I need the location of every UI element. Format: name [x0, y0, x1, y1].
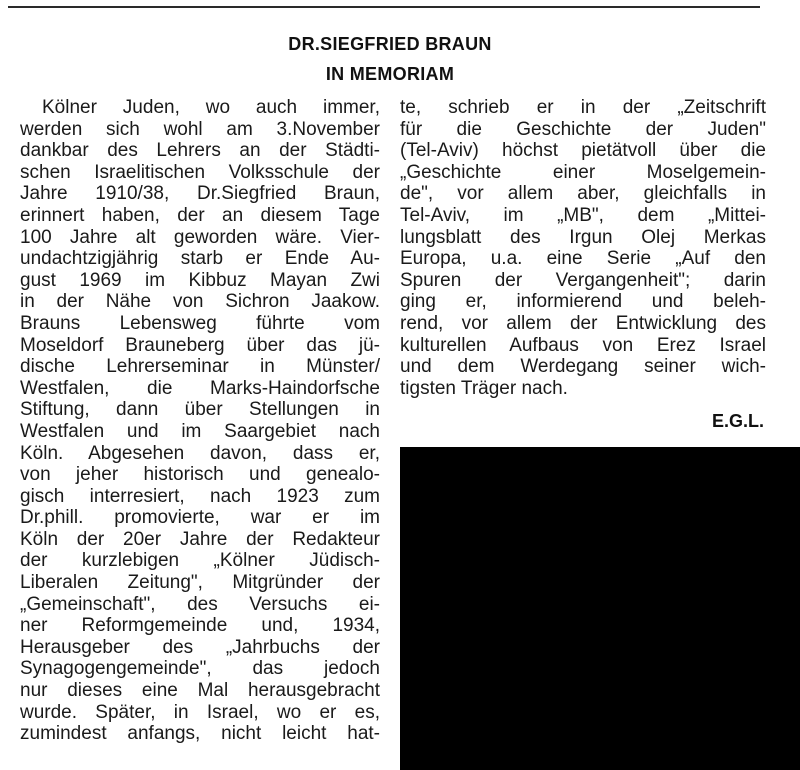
text-line: Spuren der Vergangenheit"; darin	[400, 269, 766, 291]
text-line: Kölner Juden, wo auch immer,	[42, 97, 380, 118]
text-line: dankbar des Lehrers an der Städti-	[20, 140, 380, 162]
text-line: Herausgeber des „Jahrbuchs der	[20, 636, 380, 658]
left-column	[20, 97, 380, 745]
text-line: für die Geschichte der Juden"	[400, 118, 766, 140]
text-line: Stiftung, dann über Stellungen in	[20, 399, 380, 421]
right-column	[400, 97, 766, 399]
text-line: der kurzlebigen „Kölner Jüdisch-	[20, 550, 380, 572]
text-line: Westfalen und im Saargebiet nach	[20, 420, 380, 442]
text-line: zumindest anfangs, nicht leicht hat-	[20, 723, 380, 745]
article-subtitle: IN MEMORIAM	[325, 64, 455, 84]
top-rule	[8, 6, 760, 8]
author-signature: E.G.L.	[711, 411, 764, 431]
text-line: 100 Jahre alt geworden wäre. Vier-	[20, 226, 380, 248]
black-area	[400, 447, 800, 770]
article-title: DR.SIEGFRIED BRAUN	[288, 34, 492, 54]
text-line: undachtzigjährig starb er Ende Au-	[20, 248, 380, 270]
text-line: Europa, u.a. eine Serie „Auf den	[400, 248, 766, 270]
text-line: Synagogengemeinde", das jedoch	[20, 658, 380, 680]
text-line: dische Lehrerseminar in Münster/	[20, 356, 380, 378]
text-line: de", vor allem aber, gleichfalls in	[400, 183, 766, 205]
text-line: tigsten Träger nach.	[400, 377, 568, 399]
text-line: werden sich wohl am 3.November	[20, 118, 380, 140]
text-line: „Geschichte einer Moselgemein-	[400, 161, 766, 183]
text-line: Jahre 1910/38, Dr.Siegfried Braun,	[20, 183, 380, 205]
text-line: te, schrieb er in der „Zeitschrift	[400, 97, 766, 118]
text-line: schen Israelitischen Volksschule der	[20, 161, 380, 183]
text-line: Tel-Aviv, im „MB", dem „Mittei-	[400, 204, 766, 226]
text-line: kulturellen Aufbaus von Erez Israel	[400, 334, 766, 356]
text-line: wurde. Später, in Israel, wo er es,	[20, 701, 380, 723]
text-line: Moseldorf Brauneberg über das jü-	[20, 334, 380, 356]
text-line: gisch interresiert, nach 1923 zum	[20, 485, 380, 507]
text-line: „Gemeinschaft", des Versuchs ei-	[20, 593, 380, 615]
text-line: nur dieses eine Mal herausgebracht	[20, 680, 380, 702]
text-line: von jeher historisch und genealo-	[20, 464, 380, 486]
text-line: ner Reformgemeinde und, 1934,	[20, 615, 380, 637]
text-line: Dr.phill. promovierte, war er im	[20, 507, 380, 529]
text-line: Köln. Abgesehen davon, dass er,	[20, 442, 380, 464]
text-line: und dem Werdegang seiner wich-	[400, 356, 766, 378]
text-line: ging er, informierend und beleh-	[400, 291, 766, 313]
text-line: Brauns Lebensweg führte vom	[20, 312, 380, 334]
text-line: in der Nähe von Sichron Jaakow.	[20, 291, 380, 313]
text-line: lungsblatt des Irgun Olej Merkas	[400, 226, 766, 248]
text-line: Liberalen Zeitung", Mitgründer der	[20, 572, 380, 594]
text-line: Westfalen, die Marks-Haindorfsche	[20, 377, 380, 399]
text-line: gust 1969 im Kibbuz Mayan Zwi	[20, 269, 380, 291]
text-line: Köln der 20er Jahre der Redakteur	[20, 528, 380, 550]
text-line: (Tel-Aviv) höchst pietätvoll über die	[400, 140, 766, 162]
text-line: rend, vor allem der Entwicklung des	[400, 312, 766, 334]
text-line: erinnert haben, der an diesem Tage	[20, 204, 380, 226]
